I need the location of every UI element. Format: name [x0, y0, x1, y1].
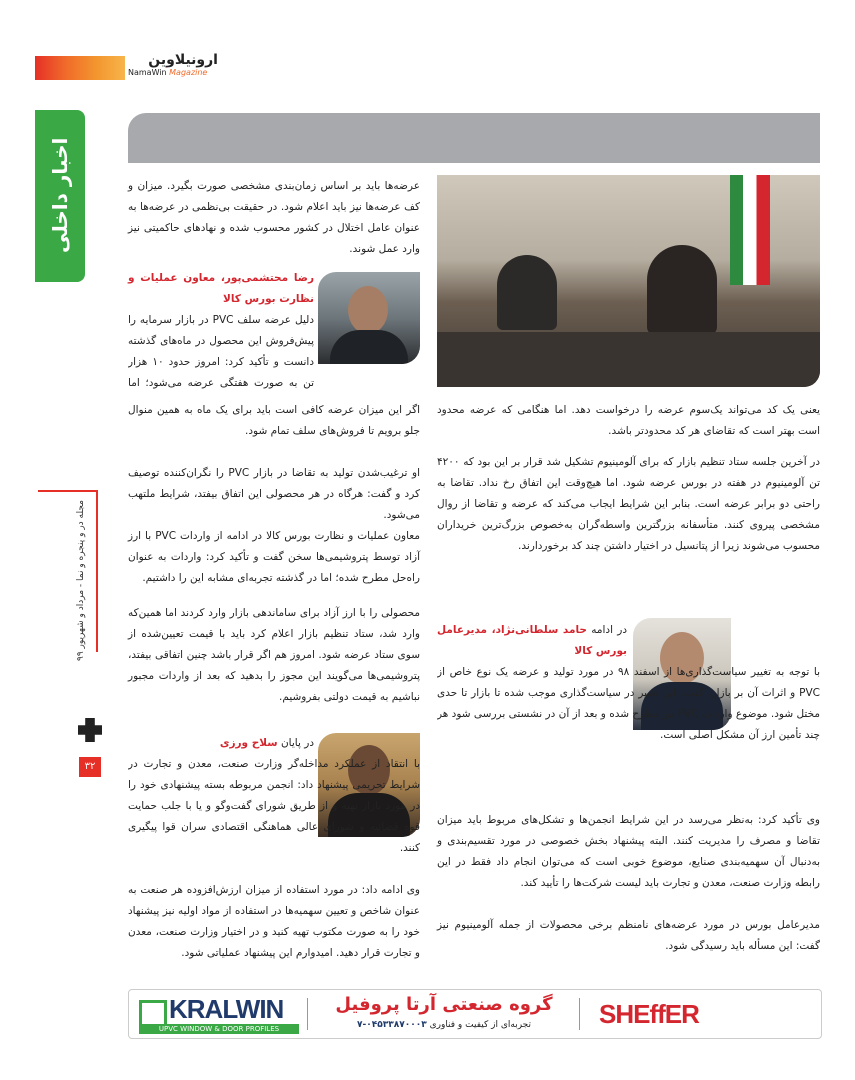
ad-banner[interactable] [128, 989, 822, 1039]
mohtashami-photo [318, 272, 420, 364]
sheffer-logo: SHEffER [599, 999, 699, 1029]
sidebar-icon [78, 718, 102, 742]
para-e: وی ادامه داد: در مورد استفاده از میزان ارزش‌افزوده هر صنعت به عنوان شاخص و تعیین سهمیه‌ها در استفاده از مواد اولیه نیز پیشنهاد خود را به صورت مکتوب تهیه کنید و در اختیار وزارت صنعت، معدن و تجارت قرار دهید. امیدوارم این پیشنهاد عملیاتی شود. [128, 884, 420, 959]
flag [730, 175, 770, 285]
mohtashami-block [128, 268, 314, 310]
mohtashami-head [348, 286, 388, 334]
mohtashami-text: دلیل عرضه سلف PVC در بازار سرمایه را پیش‌فروش این محصول در ماه‌های گذشته دانست و تأکید کرد: امروز حدود ۱۰ هزار تن به صورت هفتگی عرضه می‌شود؛ اما [128, 314, 314, 389]
soltani-block [437, 620, 627, 662]
logo-sub-magazine: Magazine [169, 68, 208, 77]
person-2 [497, 255, 557, 330]
article-header-banner [128, 113, 820, 163]
section-tab-label: اخبار داخلی [48, 137, 72, 253]
col-right-d: مدیرعامل بورس در مورد عرضه‌های نامنظم برخی محصولات از جمله آلومینیوم نیز گفت: این مسأله باید رسیدگی شود. [437, 919, 820, 952]
mohtashami-name: رضا محتشمی‌پور، معاون عملیات و نظارت بورس کالا [128, 272, 314, 305]
para-d: محصولی را با ارز آزاد برای ساماندهی بازار وارد کردند اما همین‌که وارد شد، ستاد تنظیم بازار اعلام کرد باید با قیمت تعیین‌شده از سوی ستاد عرضه شود. امروز هم اگر قرار باشد چنین اتفاقی بیفتد، پتروشیمی‌ها می‌گویند این مجوز را بدهید که بعد از واردات مجبور نباشیم به قیمت دولتی بفروشیم. [128, 607, 420, 703]
ad-company: گروه صنعتی آرتا پروفیل [335, 994, 553, 1015]
logo-sub-en: NamaWin [128, 68, 167, 77]
page-number: ۳۲ [79, 757, 101, 777]
soltani-prefix: در ادامه [591, 624, 627, 636]
para-c: معاون عملیات و نظارت بورس کالا در ادامه از واردات PVC با ارز آزاد توسط پتروشیمی‌ها سخن گفت و تأکید کرد: واردات به عنوان راه‌حل مطرح شده؛ اما در گذشته تجربه‌ای مشابه این را داشتیم. [128, 530, 421, 584]
kralwin-logo [139, 994, 299, 1034]
col-right-a: یعنی یک کد می‌تواند یک‌سوم عرضه را درخواست دهد. اما هنگامی که عرضه محدود است بهتر است که تقاضای هر کد محدودتر باشد. [437, 404, 820, 437]
salahvarzi-name: سلاح ورزی [219, 737, 278, 749]
sidebar-vertical-text: مجله در و پنجره و نما - مرداد و شهریور ۹۹ [76, 500, 86, 661]
meeting-photo [437, 175, 820, 387]
ad-phone: ۰۴۵۳۳۸۷۰۰۰۳-۷ [357, 1020, 427, 1030]
para-a: اگر این میزان عرضه کافی است باید برای یک ماه به همین منوال جلو برویم تا فروش‌های سلف تمام شود. [128, 404, 420, 437]
para-b: او ترغیب‌شدن تولید به تقاضا در بازار PVC را نگران‌کننده توصیف کرد و گفت: هرگاه در هر محصولی این اتفاق بیفتد، شرایط ملتهب می‌شود. [128, 467, 420, 521]
salahvarzi-prefix: در پایان [280, 737, 314, 749]
mohtashami-body [330, 330, 408, 364]
magazine-logo [128, 52, 218, 82]
logo-main: ارونیلاوین [148, 52, 218, 68]
kralwin-name: KRALWIN [169, 994, 284, 1024]
soltani-text: با توجه به تغییر سیاست‌گذاری‌ها از اسفند ۹۸ در مورد تولید و عرضه یک نوع خاص از PVC و اثرات آن بر بازار، گفت: این تغییر در سیاست‌گذاری موجب شده تا بازار تا حدی مختل شود. موضوع واردات PVC نیز مطرح شده و بعد از آن در نشستی بررسی شود هر چند تأمین ارز آن مشکل اصلی است. [437, 666, 820, 741]
sidebar-rule [38, 490, 98, 492]
kralwin-sub: UPVC WINDOW & DOOR PROFILES [139, 1024, 299, 1034]
ad-tagline: تجربه‌ای از کیفیت و فناوری [429, 1020, 531, 1030]
col-left-top: عرضه‌ها باید بر اساس زمان‌بندی مشخصی صورت بگیرد. میزان و کف عرضه‌ها نیز باید اعلام شود. در حقیقت بی‌نظمی در عرضه‌ها به عنوان عامل اختلال در کشور محسوب شده و نهادهای حاکمیتی نیز وارد عمل شوند. [128, 180, 420, 255]
soltani-name: حامد سلطانی‌نژاد، مدیرعامل بورس کالا [437, 624, 627, 657]
table [437, 332, 820, 387]
ad-divider-1 [307, 998, 308, 1030]
header-gradient-bar [35, 56, 125, 80]
person-1 [647, 245, 717, 335]
ad-divider-2 [579, 998, 580, 1030]
salahvarzi-block [128, 733, 314, 754]
salahvarzi-text: با انتقاد از عملکرد مداخله‌گر وزارت صنعت، معدن و تجارت در شرایط تحریمی پیشنهاد داد: انجمن مربوطه بسته پیشنهادی خود را در مورد بازار تهیه و از طریق شورای گفت‌وگو و یا با جلب حمایت قوه قضائیه و شورای عالی هماهنگی اقتصادی سران قوا پیگیری کنند. [128, 758, 420, 854]
sidebar-vertical-rule [96, 492, 98, 652]
col-right-c: وی تأکید کرد: به‌نظر می‌رسد در این شرایط انجمن‌ها و تشکل‌های مربوط باید میزان تقاضا و مصرف را مدیریت کنند. البته پیشنهاد بخش خصوصی در مورد تقسیم‌بندی و به‌دنبال آن سهمیه‌بندی صنایع، موضوع خوبی است که می‌توان انجام داد فقط در این رابطه وزارت صنعت، معدن و تجارت باید لیست شرکت‌ها را تأیید کند. [437, 814, 820, 889]
ad-tagline-row [319, 1018, 569, 1032]
col-right-b: در آخرین جلسه ستاد تنظیم بازار که برای آلومینیوم تشکیل شد قرار بر این بود که ۴۲۰۰ تن آلومینیوم در هفته در بورس عرضه شود. اما هیچ‌وقت این اتفاق رخ نداد. تقاضا به راحتی دو برابر عرضه است. بنابر این شرایط ایجاب می‌کند که عرضه و تقاضا از روال مشخصی پیروی کنند. متأسفانه بزرگترین واسطه‌گران به‌خصوص بزرگ‌ترین خریداران محسوب می‌شوند زیرا از پتانسیل در اختیار داشتن چند کد برخوردارند. [437, 456, 820, 552]
section-tab [35, 110, 85, 282]
